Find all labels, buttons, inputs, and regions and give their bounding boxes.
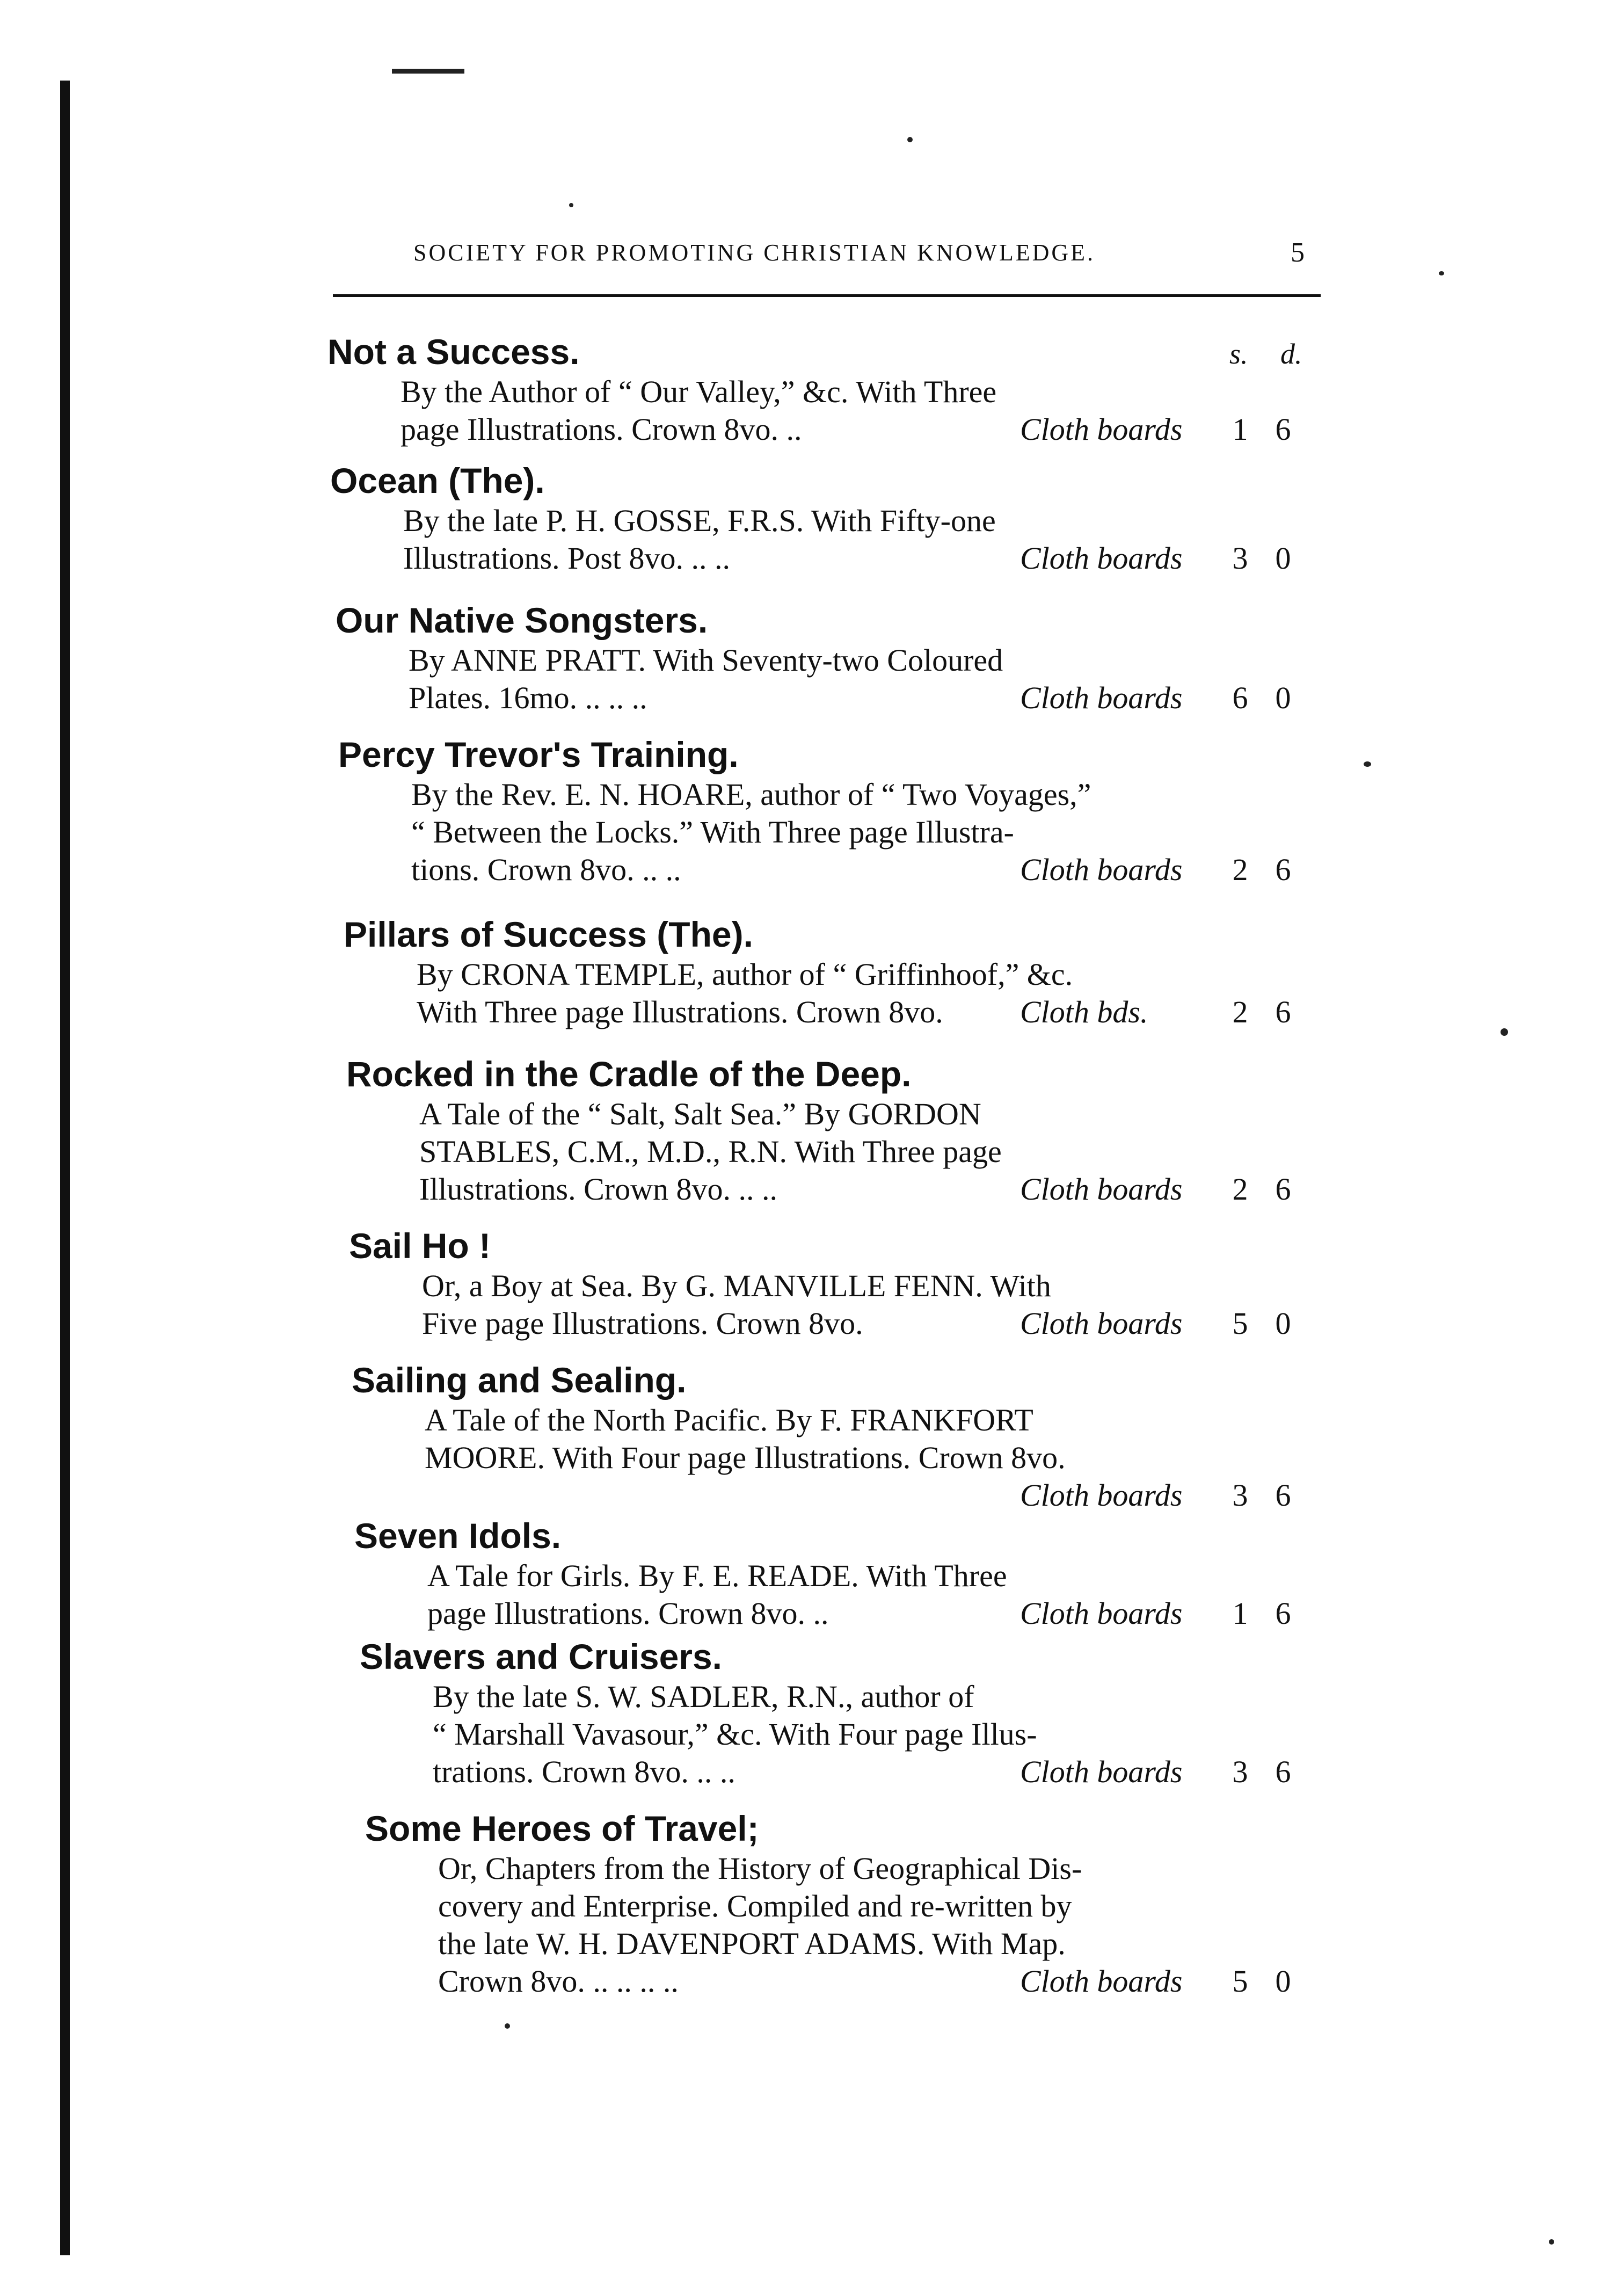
price-pence: 6 <box>1275 852 1291 887</box>
description-line <box>419 1133 1002 1171</box>
description-text: By CRONA TEMPLE, author of “ Griffinhoof,” &c. <box>417 957 1073 992</box>
description-line <box>417 956 1073 993</box>
entry-title: Percy Trevor's Training. <box>338 735 739 774</box>
price-pence: 6 <box>1275 1596 1291 1631</box>
entry-description <box>403 502 1183 577</box>
ink-speck <box>1364 761 1371 767</box>
catalogue-entry <box>330 459 1291 577</box>
description-line <box>417 993 1148 1031</box>
entry-title: Not a Success. <box>327 332 580 372</box>
binding-type: Cloth boards <box>1020 1964 1183 1999</box>
ink-speck <box>1501 1028 1508 1036</box>
price-shillings: 3 <box>1232 1754 1248 1789</box>
description-line <box>409 642 1003 679</box>
description-text: Crown 8vo. .. .. .. .. <box>438 1964 679 1999</box>
description-text: A Tale of the “ Salt, Salt Sea.” By GORDON <box>419 1097 981 1131</box>
price-shillings: 5 <box>1232 1306 1248 1341</box>
price-pence: 6 <box>1275 994 1291 1029</box>
entry-description <box>422 1267 1183 1342</box>
description-text: MOORE. With Four page Illustrations. Crown 8vo. <box>425 1440 1066 1475</box>
entry-price <box>1219 1963 1305 2000</box>
description-line <box>403 540 1183 577</box>
description-text: the late W. H. DAVENPORT ADAMS. With Map. <box>438 1926 1066 1961</box>
entry-price <box>1219 993 1305 1031</box>
header-title: SOCIETY FOR PROMOTING CHRISTIAN KNOWLEDGE. <box>413 239 1096 266</box>
shillings-header: s. <box>1229 338 1248 370</box>
binding-type: Cloth boards <box>1020 852 1183 887</box>
price-shillings: 3 <box>1232 541 1248 576</box>
ink-speck <box>1549 2239 1554 2245</box>
page-header <box>333 239 1321 277</box>
description-line <box>438 1850 1082 1887</box>
description-text: Plates. 16mo. .. .. .. <box>409 680 647 715</box>
entry-title: Slavers and Cruisers. <box>360 1637 723 1676</box>
entry-price <box>1219 1477 1305 1514</box>
catalogue-entry <box>346 1052 1291 1208</box>
entry-title: Ocean (The). <box>330 461 545 500</box>
description-line <box>427 1557 1007 1595</box>
description-text: covery and Enterprise. Compiled and re-written by <box>438 1889 1072 1923</box>
catalogue-entry <box>349 1224 1291 1342</box>
description-text: Or, Chapters from the History of Geographical Dis- <box>438 1851 1082 1886</box>
description-text: With Three page Illustrations. Crown 8vo. <box>417 994 943 1029</box>
description-line <box>438 1887 1082 1925</box>
entry-description <box>433 1678 1183 1791</box>
description-text: trations. Crown 8vo. .. .. <box>433 1754 735 1789</box>
entry-description <box>427 1557 1183 1632</box>
catalogue-entry <box>327 330 1291 448</box>
price-pence: 6 <box>1275 412 1291 447</box>
description-line <box>422 1267 1051 1305</box>
catalogue-entry <box>354 1514 1291 1632</box>
description-text: By the late S. W. SADLER, R.N., author of <box>433 1679 974 1714</box>
ink-speck <box>569 203 573 207</box>
description-line <box>403 502 996 540</box>
entry-title: Sailing and Sealing. <box>352 1360 687 1400</box>
entry-price <box>1219 1595 1305 1632</box>
entry-title: Rocked in the Cradle of the Deep. <box>346 1054 912 1094</box>
description-text: By the Author of “ Our Valley,” &c. With Three <box>400 374 997 409</box>
catalogue-entry <box>338 733 1291 889</box>
description-text: A Tale of the North Pacific. By F. FRANKFORT <box>425 1403 1033 1437</box>
catalogue-entry <box>360 1635 1291 1791</box>
binding-type: Cloth boards <box>1020 1754 1183 1789</box>
binding-type: Cloth boards <box>1020 541 1183 576</box>
binding-type: Cloth boards <box>1020 1172 1183 1207</box>
description-text: By ANNE PRATT. With Seventy-two Coloured <box>409 643 1003 678</box>
description-line <box>411 814 1091 851</box>
catalogue-entry <box>336 599 1291 717</box>
price-pence: 0 <box>1275 541 1291 576</box>
binding-type: Cloth boards <box>1020 680 1183 715</box>
description-text: A Tale for Girls. By F. E. READE. With Three <box>427 1558 1007 1593</box>
description-text: Five page Illustrations. Crown 8vo. <box>422 1306 863 1341</box>
ink-speck <box>907 137 913 142</box>
description-line <box>433 1716 1037 1753</box>
price-pence: 6 <box>1275 1478 1291 1513</box>
description-line <box>438 1963 1183 2000</box>
description-text: page Illustrations. Crown 8vo. .. <box>427 1596 829 1631</box>
entry-description <box>417 956 1148 1031</box>
entry-description <box>400 373 1183 448</box>
price-pence: 0 <box>1275 1306 1291 1341</box>
price-shillings: 6 <box>1232 680 1248 715</box>
entry-description <box>419 1095 1183 1208</box>
description-line <box>419 1171 1183 1208</box>
binding-edge <box>60 81 70 2255</box>
binding-type: Cloth boards <box>1020 1596 1183 1631</box>
binding-type: Cloth boards <box>1020 1478 1183 1513</box>
description-text: STABLES, C.M., M.D., R.N. With Three page <box>419 1134 1002 1169</box>
price-shillings: 5 <box>1232 1964 1248 1999</box>
description-text: “ Marshall Vavasour,” &c. With Four page Illus- <box>433 1717 1037 1752</box>
price-shillings: 3 <box>1232 1478 1248 1513</box>
entry-price <box>1219 851 1305 889</box>
ink-speck <box>505 2023 510 2029</box>
description-line <box>427 1595 1183 1632</box>
entry-description <box>411 776 1183 889</box>
price-shillings: 2 <box>1232 1172 1248 1207</box>
price-shillings: 1 <box>1232 1596 1248 1631</box>
entry-price <box>1219 1171 1305 1208</box>
price-pence: 0 <box>1275 1964 1291 1999</box>
binding-type: Cloth boards <box>1020 412 1183 447</box>
description-line <box>422 1305 1183 1342</box>
description-line <box>425 1477 1183 1514</box>
description-line <box>425 1402 1066 1439</box>
header-rule <box>333 294 1321 297</box>
description-line <box>400 411 1183 448</box>
entry-price <box>1219 540 1305 577</box>
price-pence: 6 <box>1275 1172 1291 1207</box>
price-pence: 6 <box>1275 1754 1291 1789</box>
price-pence: 0 <box>1275 680 1291 715</box>
catalogue-entry <box>344 913 1291 1031</box>
entry-description <box>409 642 1183 717</box>
description-line <box>419 1095 1002 1133</box>
entry-price <box>1219 411 1305 448</box>
entry-title: Sail Ho ! <box>349 1226 491 1266</box>
ink-mark <box>392 69 464 74</box>
page-number: 5 <box>1291 237 1305 268</box>
description-line <box>409 679 1183 717</box>
binding-type: Cloth bds. <box>1020 994 1148 1029</box>
entry-title: Some Heroes of Travel; <box>365 1809 759 1848</box>
entry-description <box>438 1850 1183 2000</box>
pence-header: d. <box>1280 338 1302 370</box>
binding-type: Cloth boards <box>1020 1306 1183 1341</box>
description-text: Illustrations. Post 8vo. .. .. <box>403 541 731 576</box>
price-shillings: 2 <box>1232 852 1248 887</box>
description-text: tions. Crown 8vo. .. .. <box>411 852 681 887</box>
description-line <box>438 1925 1082 1963</box>
description-line <box>433 1753 1183 1791</box>
entry-description <box>425 1402 1183 1514</box>
entry-price <box>1219 679 1305 717</box>
description-line <box>411 776 1091 814</box>
entry-price <box>1219 1305 1305 1342</box>
ink-speck <box>1439 271 1444 275</box>
catalogue-entry <box>365 1807 1291 2000</box>
description-line <box>425 1439 1066 1477</box>
description-line <box>400 373 996 411</box>
price-shillings: 2 <box>1232 994 1248 1029</box>
entry-title: Our Native Songsters. <box>336 600 708 640</box>
description-text: Or, a Boy at Sea. By G. MANVILLE FENN. With <box>422 1268 1051 1303</box>
entry-price <box>1219 1753 1305 1791</box>
price-shillings: 1 <box>1232 412 1248 447</box>
catalogue-entry <box>352 1359 1291 1514</box>
entry-title: Seven Idols. <box>354 1516 562 1556</box>
description-text: “ Between the Locks.” With Three page Illustra- <box>411 815 1014 849</box>
entry-title: Pillars of Success (The). <box>344 914 753 954</box>
description-text: By the Rev. E. N. HOARE, author of “ Two Voyages,” <box>411 777 1091 812</box>
description-line <box>433 1678 1037 1716</box>
description-text: By the late P. H. GOSSE, F.R.S. With Fifty-one <box>403 503 996 538</box>
description-text: Illustrations. Crown 8vo. .. .. <box>419 1172 777 1207</box>
description-line <box>411 851 1183 889</box>
description-text: page Illustrations. Crown 8vo. .. <box>400 412 802 447</box>
